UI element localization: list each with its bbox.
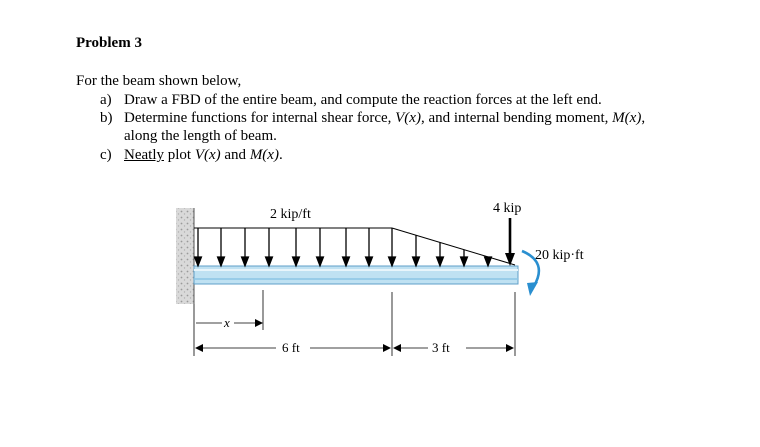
- item-b-vx: V(x): [395, 110, 421, 126]
- item-b-text3: ,: [641, 110, 646, 126]
- problem-title: Problem 3: [76, 35, 142, 51]
- load-arrow: [317, 228, 324, 266]
- span-dimensions: [194, 292, 515, 356]
- item-b-mx: M(x): [612, 110, 642, 126]
- x-label: x: [224, 315, 230, 330]
- item-b-line2: along the length of beam.: [124, 128, 277, 144]
- load-arrow: [266, 228, 273, 266]
- item-c-neatly: Neatly: [124, 147, 164, 163]
- item-c-and: and: [220, 147, 250, 163]
- item-c-plot: plot: [163, 147, 195, 163]
- problem-intro: For the beam shown below,: [76, 73, 242, 89]
- point-load-label: 4 kip: [493, 201, 522, 216]
- item-a-label: a): [100, 92, 112, 108]
- load-arrow: [461, 250, 468, 266]
- load-arrow: [485, 257, 492, 266]
- moment-label: 20 kip·ft: [535, 248, 584, 263]
- dimension-3ft-label: 3 ft: [432, 340, 450, 355]
- load-arrow: [366, 228, 373, 266]
- distributed-load-label: 2 kip/ft: [270, 207, 311, 222]
- load-arrow: [389, 228, 396, 266]
- item-b-label: b): [100, 110, 113, 126]
- fixed-support-wall: [176, 208, 194, 304]
- load-arrow: [242, 228, 249, 266]
- load-arrow: [293, 228, 300, 266]
- load-arrow: [343, 228, 350, 266]
- dimension-6ft-label: 6 ft: [282, 340, 300, 355]
- load-arrow: [195, 228, 202, 266]
- load-arrow: [413, 235, 420, 266]
- distributed-load: [194, 228, 515, 266]
- point-load-arrow: [505, 218, 515, 266]
- beam: [194, 266, 518, 284]
- item-c-end: .: [278, 147, 283, 163]
- item-c-vx: V(x): [194, 147, 221, 163]
- load-arrow: [218, 228, 225, 266]
- item-a-text: Draw a FBD of the entire beam, and compute the reaction forces at the left end.: [124, 92, 602, 108]
- item-c-label: c): [100, 147, 112, 163]
- item-c-mx: M(x): [249, 147, 279, 163]
- load-arrow: [437, 242, 444, 266]
- item-b-text1: Determine functions for internal shear force,: [124, 110, 396, 126]
- item-b-text2: , and internal bending moment,: [420, 110, 613, 126]
